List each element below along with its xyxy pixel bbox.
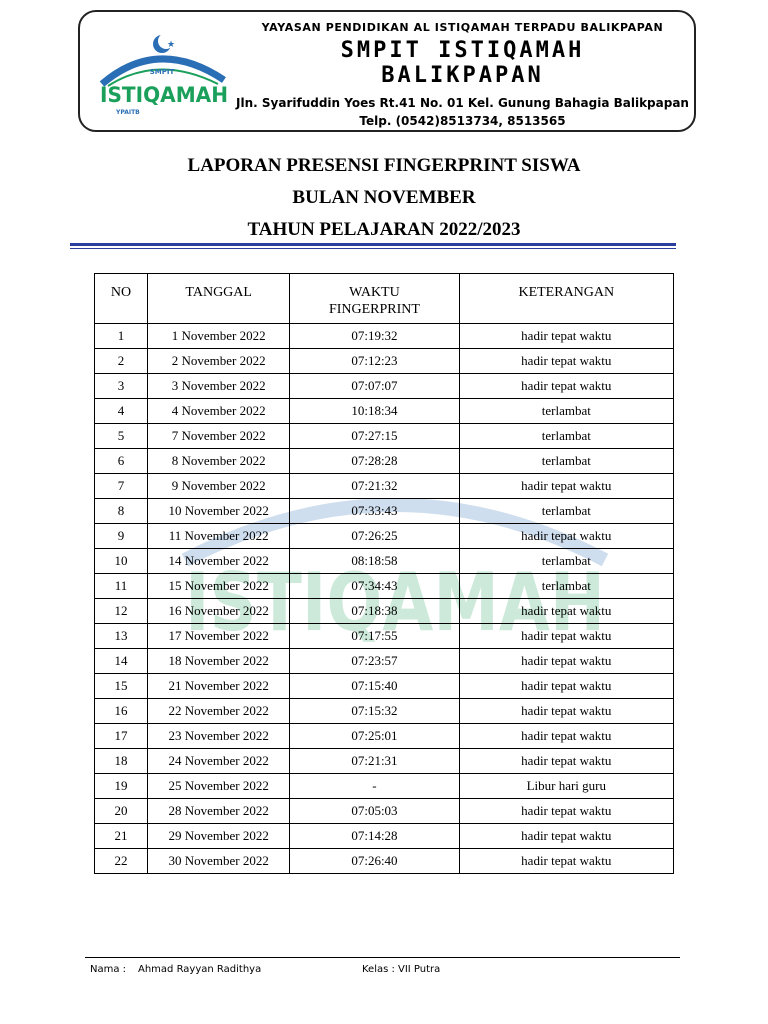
cell-no: 12 [95, 599, 148, 624]
cell-keterangan: hadir tepat waktu [459, 674, 673, 699]
address-line: Jln. Syarifuddin Yoes Rt.41 No. 01 Kel. Gunung Bahagia Balikpapan [236, 96, 689, 110]
cell-waktu: 07:26:40 [290, 849, 459, 874]
cell-keterangan: terlambat [459, 399, 673, 424]
table-row [95, 374, 674, 399]
cell-no: 9 [95, 524, 148, 549]
cell-tanggal: 7 November 2022 [148, 424, 290, 449]
footer-class-label: Kelas : [362, 964, 395, 975]
cell-tanggal: 15 November 2022 [148, 574, 290, 599]
cell-no: 18 [95, 749, 148, 774]
cell-keterangan: hadir tepat waktu [459, 699, 673, 724]
table-row [95, 324, 674, 349]
cell-no: 19 [95, 774, 148, 799]
table-row [95, 399, 674, 424]
school-address [235, 94, 690, 130]
table-row [95, 474, 674, 499]
logo-wordmark: ISTIQAMAH [100, 83, 228, 107]
title-line1: LAPORAN PRESENSI FINGERPRINT SISWA [187, 155, 581, 176]
logo-small-top: SMPIT [149, 68, 175, 76]
cell-waktu: 07:17:55 [290, 624, 459, 649]
cell-waktu: 07:15:32 [290, 699, 459, 724]
header-keterangan: KETERANGAN [459, 274, 673, 324]
footer-class-value: VII Putra [398, 964, 441, 975]
attendance-table [94, 273, 674, 874]
table-row [95, 849, 674, 874]
cell-tanggal: 3 November 2022 [148, 374, 290, 399]
cell-keterangan: hadir tepat waktu [459, 324, 673, 349]
cell-waktu: 07:21:31 [290, 749, 459, 774]
table-row [95, 674, 674, 699]
table-row [95, 349, 674, 374]
table-header-row [95, 274, 674, 324]
cell-tanggal: 30 November 2022 [148, 849, 290, 874]
table-row [95, 524, 674, 549]
cell-waktu: - [290, 774, 459, 799]
header-waktu-line2: FINGERPRINT [328, 302, 420, 317]
table-row [95, 699, 674, 724]
cell-keterangan: terlambat [459, 574, 673, 599]
cell-tanggal: 18 November 2022 [148, 649, 290, 674]
table-row [95, 599, 674, 624]
cell-waktu: 07:05:03 [290, 799, 459, 824]
cell-waktu: 07:23:57 [290, 649, 459, 674]
title-divider-thin [70, 248, 676, 249]
school-name-line2: BALIKPAPAN [381, 63, 544, 88]
cell-waktu: 07:34:43 [290, 574, 459, 599]
cell-keterangan: terlambat [459, 499, 673, 524]
table-row [95, 649, 674, 674]
cell-keterangan: terlambat [459, 549, 673, 574]
cell-waktu: 07:21:32 [290, 474, 459, 499]
table-row [95, 549, 674, 574]
cell-waktu: 07:14:28 [290, 824, 459, 849]
cell-no: 6 [95, 449, 148, 474]
cell-keterangan: hadir tepat waktu [459, 724, 673, 749]
cell-no: 4 [95, 399, 148, 424]
cell-keterangan: hadir tepat waktu [459, 649, 673, 674]
cell-no: 11 [95, 574, 148, 599]
table-row [95, 724, 674, 749]
cell-tanggal: 21 November 2022 [148, 674, 290, 699]
cell-waktu: 07:15:40 [290, 674, 459, 699]
cell-tanggal: 22 November 2022 [148, 699, 290, 724]
cell-keterangan: terlambat [459, 424, 673, 449]
cell-keterangan: hadir tepat waktu [459, 824, 673, 849]
cell-no: 1 [95, 324, 148, 349]
letterhead [78, 10, 696, 132]
header-waktu [290, 274, 459, 324]
cell-keterangan: hadir tepat waktu [459, 799, 673, 824]
report-title [0, 150, 768, 246]
cell-no: 16 [95, 699, 148, 724]
cell-keterangan: hadir tepat waktu [459, 624, 673, 649]
cell-waktu: 07:12:23 [290, 349, 459, 374]
table-row [95, 574, 674, 599]
svg-text:★: ★ [167, 40, 176, 50]
cell-tanggal: 1 November 2022 [148, 324, 290, 349]
cell-waktu: 08:18:58 [290, 549, 459, 574]
cell-keterangan: terlambat [459, 449, 673, 474]
cell-no: 21 [95, 824, 148, 849]
cell-no: 22 [95, 849, 148, 874]
cell-no: 17 [95, 724, 148, 749]
cell-waktu: 10:18:34 [290, 399, 459, 424]
cell-keterangan: hadir tepat waktu [459, 749, 673, 774]
table-row [95, 424, 674, 449]
cell-no: 3 [95, 374, 148, 399]
cell-waktu: 07:18:38 [290, 599, 459, 624]
cell-keterangan: hadir tepat waktu [459, 849, 673, 874]
table-row [95, 449, 674, 474]
cell-keterangan: hadir tepat waktu [459, 374, 673, 399]
cell-keterangan: hadir tepat waktu [459, 349, 673, 374]
cell-no: 20 [95, 799, 148, 824]
cell-no: 8 [95, 499, 148, 524]
cell-waktu: 07:28:28 [290, 449, 459, 474]
cell-no: 5 [95, 424, 148, 449]
table-row [95, 774, 674, 799]
cell-tanggal: 11 November 2022 [148, 524, 290, 549]
cell-tanggal: 9 November 2022 [148, 474, 290, 499]
table-row [95, 499, 674, 524]
table-row [95, 824, 674, 849]
organization-name: YAYASAN PENDIDIKAN AL ISTIQAMAH TERPADU BALIKPAPAN [261, 21, 664, 34]
title-line3: TAHUN PELAJARAN 2022/2023 [247, 219, 521, 240]
cell-waktu: 07:25:01 [290, 724, 459, 749]
cell-tanggal: 23 November 2022 [148, 724, 290, 749]
cell-no: 7 [95, 474, 148, 499]
table-row [95, 624, 674, 649]
cell-tanggal: 25 November 2022 [148, 774, 290, 799]
footer-name-label: Nama : [90, 964, 127, 975]
cell-tanggal: 8 November 2022 [148, 449, 290, 474]
cell-tanggal: 29 November 2022 [148, 824, 290, 849]
cell-tanggal: 24 November 2022 [148, 749, 290, 774]
table-row [95, 799, 674, 824]
cell-keterangan: Libur hari guru [459, 774, 673, 799]
cell-no: 13 [95, 624, 148, 649]
cell-keterangan: hadir tepat waktu [459, 524, 673, 549]
school-name-line1: SMPIT ISTIQAMAH [340, 38, 585, 63]
title-divider-thick [70, 243, 676, 246]
cell-tanggal: 10 November 2022 [148, 499, 290, 524]
cell-no: 10 [95, 549, 148, 574]
cell-tanggal: 28 November 2022 [148, 799, 290, 824]
cell-tanggal: 4 November 2022 [148, 399, 290, 424]
cell-waktu: 07:07:07 [290, 374, 459, 399]
cell-no: 2 [95, 349, 148, 374]
cell-keterangan: hadir tepat waktu [459, 599, 673, 624]
watermark-wordmark: ISTIQAMAH [185, 556, 605, 649]
table-row [95, 749, 674, 774]
cell-waktu: 07:26:25 [290, 524, 459, 549]
cell-tanggal: 2 November 2022 [148, 349, 290, 374]
phone-line: Telp. (0542)8513734, 8513565 [359, 114, 566, 128]
cell-no: 15 [95, 674, 148, 699]
cell-no: 14 [95, 649, 148, 674]
footer-divider [85, 957, 680, 958]
school-name [235, 38, 690, 88]
title-line2: BULAN NOVEMBER [292, 187, 476, 208]
header-tanggal: TANGGAL [148, 274, 290, 324]
header-waktu-line1: WAKTU [349, 285, 400, 300]
cell-waktu: 07:19:32 [290, 324, 459, 349]
school-logo [96, 26, 231, 126]
cell-waktu: 07:27:15 [290, 424, 459, 449]
cell-tanggal: 16 November 2022 [148, 599, 290, 624]
header-no: NO [95, 274, 148, 324]
cell-tanggal: 17 November 2022 [148, 624, 290, 649]
cell-tanggal: 14 November 2022 [148, 549, 290, 574]
cell-waktu: 07:33:43 [290, 499, 459, 524]
logo-small-bottom: YPAITB [116, 109, 140, 116]
cell-keterangan: hadir tepat waktu [459, 474, 673, 499]
footer-name-value: Ahmad Rayyan Radithya [138, 964, 262, 975]
